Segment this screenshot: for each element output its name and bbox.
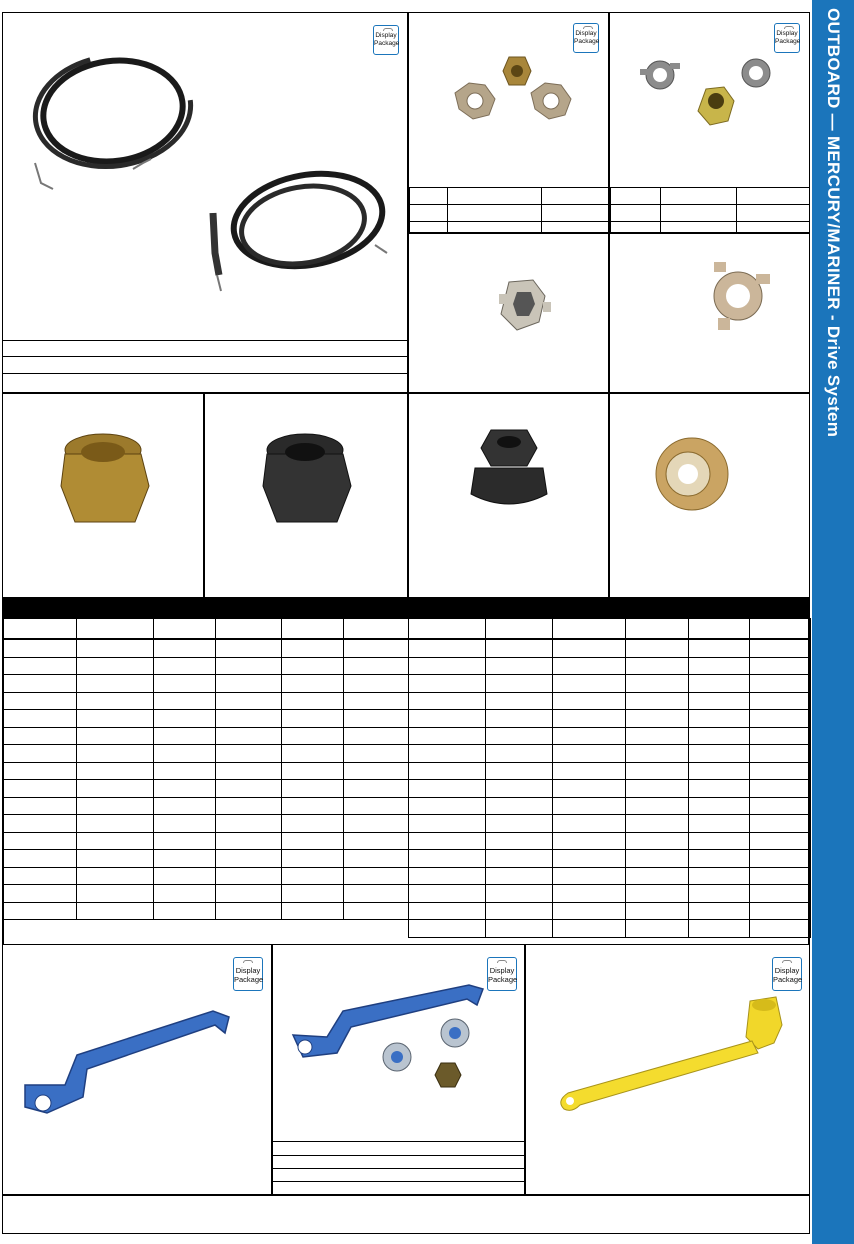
table-cell bbox=[77, 920, 154, 938]
table-cell bbox=[689, 639, 750, 657]
table-cell bbox=[77, 850, 154, 868]
table-cell bbox=[486, 710, 553, 728]
table-cell bbox=[216, 920, 282, 938]
table-cell bbox=[750, 675, 811, 693]
table-cell bbox=[750, 639, 811, 657]
table-cell bbox=[282, 885, 344, 903]
tab-washer-image bbox=[409, 234, 610, 394]
table-cell bbox=[77, 675, 154, 693]
table-row bbox=[3, 780, 811, 798]
table-cell bbox=[486, 920, 553, 938]
table-cell bbox=[689, 710, 750, 728]
table-row bbox=[3, 762, 811, 780]
brass-lock-nut-image bbox=[3, 394, 205, 599]
table-cell bbox=[553, 745, 626, 763]
table-cell bbox=[3, 902, 77, 920]
table-cell bbox=[216, 675, 282, 693]
table-row bbox=[3, 797, 811, 815]
table-cell bbox=[216, 902, 282, 920]
table-row bbox=[3, 832, 811, 850]
table-cell bbox=[282, 675, 344, 693]
table-cell bbox=[77, 745, 154, 763]
table-cell bbox=[344, 797, 409, 815]
table-row bbox=[3, 639, 811, 657]
table-cell bbox=[77, 727, 154, 745]
table-cell bbox=[344, 920, 409, 938]
table-cell bbox=[553, 675, 626, 693]
table-cell bbox=[689, 745, 750, 763]
table-cell bbox=[344, 867, 409, 885]
table-cell bbox=[154, 675, 216, 693]
table-cell bbox=[486, 745, 553, 763]
table-cell bbox=[77, 692, 154, 710]
table-cell bbox=[216, 657, 282, 675]
table-cell bbox=[409, 675, 486, 693]
table-cell bbox=[486, 885, 553, 903]
table-cell bbox=[282, 850, 344, 868]
table-cell bbox=[282, 902, 344, 920]
table-cell bbox=[750, 815, 811, 833]
table-row bbox=[3, 902, 811, 920]
table-line bbox=[273, 1155, 526, 1156]
table-cell bbox=[77, 902, 154, 920]
table-cell bbox=[344, 745, 409, 763]
table-line bbox=[273, 1168, 526, 1169]
table-cell bbox=[282, 692, 344, 710]
table-cell bbox=[77, 815, 154, 833]
table-cell bbox=[626, 762, 689, 780]
table-cell bbox=[216, 745, 282, 763]
table-cell bbox=[344, 692, 409, 710]
table-cell bbox=[216, 867, 282, 885]
table-cell bbox=[750, 850, 811, 868]
table-cell bbox=[689, 692, 750, 710]
table-cell bbox=[216, 832, 282, 850]
table-cell bbox=[344, 657, 409, 675]
table-cell bbox=[689, 815, 750, 833]
table-cell bbox=[344, 780, 409, 798]
table-cell bbox=[154, 639, 216, 657]
table-cell bbox=[282, 832, 344, 850]
table-cell bbox=[486, 797, 553, 815]
table-cell bbox=[553, 710, 626, 728]
black-nut-panel bbox=[204, 393, 408, 598]
prop-wrench-kit-panel bbox=[272, 944, 525, 1195]
table-cell bbox=[553, 902, 626, 920]
table-cell bbox=[3, 745, 77, 763]
display-package-badge: Display Package bbox=[233, 957, 263, 991]
table-cell bbox=[409, 657, 486, 675]
shift-cable-image bbox=[3, 13, 409, 394]
footer-notes bbox=[2, 1195, 810, 1234]
table-line bbox=[273, 1141, 526, 1142]
tab-washer-panel bbox=[408, 233, 609, 393]
table-cell bbox=[3, 832, 77, 850]
table-cell bbox=[282, 710, 344, 728]
table-cell bbox=[750, 885, 811, 903]
table-cell bbox=[344, 710, 409, 728]
table-cell bbox=[216, 780, 282, 798]
table-row bbox=[3, 815, 811, 833]
table-cell bbox=[409, 639, 486, 657]
table-cell bbox=[689, 762, 750, 780]
table-cell bbox=[409, 885, 486, 903]
table-cell bbox=[750, 619, 811, 640]
table-row bbox=[3, 692, 811, 710]
table-cell bbox=[216, 815, 282, 833]
table-cell bbox=[689, 675, 750, 693]
table-cell bbox=[486, 675, 553, 693]
spec-table bbox=[610, 187, 810, 239]
table-cell bbox=[409, 850, 486, 868]
table-row bbox=[3, 885, 811, 903]
table-cell bbox=[154, 902, 216, 920]
table-cell bbox=[486, 867, 553, 885]
propeller-wrench-image bbox=[3, 945, 273, 1196]
table-cell bbox=[282, 762, 344, 780]
table-cell bbox=[553, 920, 626, 938]
table-cell bbox=[216, 639, 282, 657]
prop-wrench-panel bbox=[2, 944, 272, 1195]
table-cell bbox=[282, 920, 344, 938]
table-cell bbox=[216, 762, 282, 780]
table-cell bbox=[282, 867, 344, 885]
table-cell bbox=[689, 902, 750, 920]
spec-table bbox=[409, 187, 609, 239]
table-cell bbox=[553, 797, 626, 815]
table-cell bbox=[3, 762, 77, 780]
table-cell bbox=[409, 780, 486, 798]
table-cell bbox=[750, 902, 811, 920]
table-cell bbox=[626, 815, 689, 833]
display-package-badge: Display Package bbox=[373, 25, 399, 55]
table-cell bbox=[750, 692, 811, 710]
table-cell bbox=[154, 745, 216, 763]
table-cell bbox=[77, 639, 154, 657]
table-cell bbox=[409, 815, 486, 833]
table-cell bbox=[626, 780, 689, 798]
table-cell bbox=[486, 850, 553, 868]
table-cell bbox=[553, 780, 626, 798]
table-row bbox=[3, 675, 811, 693]
table-cell bbox=[154, 710, 216, 728]
cable-panel bbox=[2, 12, 408, 393]
table-cell bbox=[626, 745, 689, 763]
table-cell bbox=[750, 657, 811, 675]
table-cell bbox=[282, 745, 344, 763]
table-cell bbox=[344, 902, 409, 920]
table-cell bbox=[486, 815, 553, 833]
table-cell bbox=[282, 727, 344, 745]
table-cell bbox=[553, 727, 626, 745]
table-cell bbox=[750, 920, 811, 938]
table-cell bbox=[154, 850, 216, 868]
splined-thrust-hub-image bbox=[610, 394, 811, 599]
table-cell bbox=[409, 902, 486, 920]
table-cell bbox=[689, 832, 750, 850]
table-cell bbox=[282, 619, 344, 640]
table-cell bbox=[486, 727, 553, 745]
section-title: OUTBOARD — MERCURY/MARINER - Drive System bbox=[824, 8, 843, 438]
table-cell bbox=[486, 657, 553, 675]
table-cell bbox=[216, 850, 282, 868]
table-cell bbox=[216, 885, 282, 903]
table-cell bbox=[3, 727, 77, 745]
table-cell bbox=[3, 710, 77, 728]
table-cell bbox=[626, 850, 689, 868]
table-row bbox=[3, 920, 811, 938]
table-cell bbox=[486, 780, 553, 798]
table-cell bbox=[626, 619, 689, 640]
table-cell bbox=[486, 762, 553, 780]
table-cell bbox=[3, 797, 77, 815]
table-cell bbox=[689, 885, 750, 903]
table-cell bbox=[154, 867, 216, 885]
table-cell bbox=[3, 885, 77, 903]
table-line bbox=[3, 340, 409, 341]
table-cell bbox=[409, 727, 486, 745]
table-cell bbox=[344, 850, 409, 868]
table-cell bbox=[553, 850, 626, 868]
table-cell bbox=[77, 867, 154, 885]
table-cell bbox=[750, 710, 811, 728]
table-cell bbox=[486, 832, 553, 850]
table-cell bbox=[553, 832, 626, 850]
section-sidebar bbox=[812, 0, 854, 1244]
table-cell bbox=[409, 832, 486, 850]
table-cell bbox=[553, 692, 626, 710]
yellow-prop-wrench-image bbox=[526, 945, 811, 1196]
lock-tab-washer-panel bbox=[609, 233, 810, 393]
table-row bbox=[3, 657, 811, 675]
table-cell bbox=[486, 619, 553, 640]
table-cell bbox=[216, 619, 282, 640]
table-cell bbox=[689, 867, 750, 885]
table-row bbox=[3, 619, 811, 640]
table-cell bbox=[750, 780, 811, 798]
table-cell bbox=[626, 920, 689, 938]
thrust-hub-panel bbox=[609, 393, 810, 598]
table-cell bbox=[282, 780, 344, 798]
table-cell bbox=[626, 797, 689, 815]
table-cell bbox=[553, 657, 626, 675]
table-cell bbox=[282, 815, 344, 833]
table-cell bbox=[689, 920, 750, 938]
table-cell bbox=[77, 710, 154, 728]
tab-washer-nut-panel bbox=[609, 12, 810, 233]
table-cell bbox=[344, 832, 409, 850]
table-cell bbox=[3, 675, 77, 693]
table-header-bar bbox=[2, 598, 810, 618]
table-cell bbox=[689, 780, 750, 798]
table-cell bbox=[154, 920, 216, 938]
table-cell bbox=[154, 832, 216, 850]
table-cell bbox=[77, 780, 154, 798]
table-cell bbox=[626, 675, 689, 693]
table-cell bbox=[409, 692, 486, 710]
table-cell bbox=[689, 657, 750, 675]
table-cell bbox=[626, 832, 689, 850]
table-cell bbox=[344, 639, 409, 657]
table-cell bbox=[282, 657, 344, 675]
display-package-badge: Display Package bbox=[487, 957, 517, 991]
table-cell bbox=[344, 727, 409, 745]
table-cell bbox=[553, 867, 626, 885]
table-cell bbox=[750, 727, 811, 745]
table-cell bbox=[3, 780, 77, 798]
display-package-badge: Display Package bbox=[772, 957, 802, 991]
table-cell bbox=[344, 675, 409, 693]
display-package-badge: Display Package bbox=[573, 23, 599, 53]
table-cell bbox=[750, 745, 811, 763]
table-cell bbox=[553, 762, 626, 780]
table-cell bbox=[344, 762, 409, 780]
table-cell bbox=[344, 815, 409, 833]
brass-nut-panel bbox=[2, 393, 204, 598]
table-cell bbox=[409, 762, 486, 780]
table-cell bbox=[77, 657, 154, 675]
table-cell bbox=[154, 815, 216, 833]
table-cell bbox=[216, 727, 282, 745]
table-cell bbox=[626, 867, 689, 885]
table-cell bbox=[486, 902, 553, 920]
table-cell bbox=[689, 727, 750, 745]
table-line bbox=[3, 356, 409, 357]
table-cell bbox=[344, 885, 409, 903]
table-cell bbox=[282, 639, 344, 657]
table-cell bbox=[626, 710, 689, 728]
table-cell bbox=[486, 639, 553, 657]
table-cell bbox=[689, 619, 750, 640]
propeller-wrench-kit-image bbox=[273, 945, 526, 1196]
table-cell bbox=[689, 850, 750, 868]
table-cell bbox=[553, 815, 626, 833]
table-cell bbox=[282, 797, 344, 815]
table-cell bbox=[154, 657, 216, 675]
table-cell bbox=[3, 850, 77, 868]
table-row bbox=[3, 710, 811, 728]
table-cell bbox=[3, 867, 77, 885]
table-cell bbox=[626, 639, 689, 657]
flange-nut-panel bbox=[408, 393, 609, 598]
table-cell bbox=[409, 619, 486, 640]
table-cell bbox=[77, 885, 154, 903]
table-cell bbox=[154, 727, 216, 745]
table-cell bbox=[77, 797, 154, 815]
table-cell bbox=[3, 692, 77, 710]
table-cell bbox=[626, 885, 689, 903]
table-row bbox=[3, 745, 811, 763]
table-cell bbox=[3, 639, 77, 657]
table-row bbox=[3, 727, 811, 745]
table-cell bbox=[216, 692, 282, 710]
table-cell bbox=[77, 619, 154, 640]
table-cell bbox=[626, 902, 689, 920]
table-cell bbox=[409, 867, 486, 885]
lock-tab-washer-image bbox=[610, 234, 811, 394]
yellow-wrench-panel bbox=[525, 944, 810, 1195]
table-cell bbox=[750, 867, 811, 885]
table-cell bbox=[77, 762, 154, 780]
table-cell bbox=[553, 885, 626, 903]
table-cell bbox=[750, 762, 811, 780]
table-row bbox=[3, 867, 811, 885]
display-package-badge: Display Package bbox=[774, 23, 800, 53]
table-cell bbox=[486, 692, 553, 710]
table-cell bbox=[154, 780, 216, 798]
table-cell bbox=[216, 710, 282, 728]
table-cell bbox=[626, 727, 689, 745]
table-cell bbox=[626, 657, 689, 675]
table-cell bbox=[626, 692, 689, 710]
parts-table bbox=[2, 618, 811, 938]
table-cell bbox=[154, 885, 216, 903]
table-cell bbox=[553, 619, 626, 640]
table-cell bbox=[3, 619, 77, 640]
table-cell bbox=[77, 832, 154, 850]
table-cell bbox=[409, 745, 486, 763]
tab-washer-set-panel bbox=[408, 12, 609, 233]
table-cell bbox=[409, 920, 486, 938]
table-cell bbox=[553, 639, 626, 657]
table-line bbox=[273, 1181, 526, 1182]
table-cell bbox=[3, 920, 77, 938]
table-cell bbox=[216, 797, 282, 815]
table-cell bbox=[689, 797, 750, 815]
table-cell bbox=[154, 619, 216, 640]
table-cell bbox=[3, 657, 77, 675]
black-lock-nut-image bbox=[205, 394, 409, 599]
table-row bbox=[3, 850, 811, 868]
table-cell bbox=[154, 762, 216, 780]
table-cell bbox=[750, 797, 811, 815]
table-cell bbox=[3, 815, 77, 833]
table-line bbox=[3, 373, 409, 374]
table-cell bbox=[409, 710, 486, 728]
flange-nut-image bbox=[409, 394, 610, 599]
table-cell bbox=[750, 832, 811, 850]
table-cell bbox=[154, 692, 216, 710]
table-cell bbox=[409, 797, 486, 815]
table-cell bbox=[344, 619, 409, 640]
table-cell bbox=[154, 797, 216, 815]
